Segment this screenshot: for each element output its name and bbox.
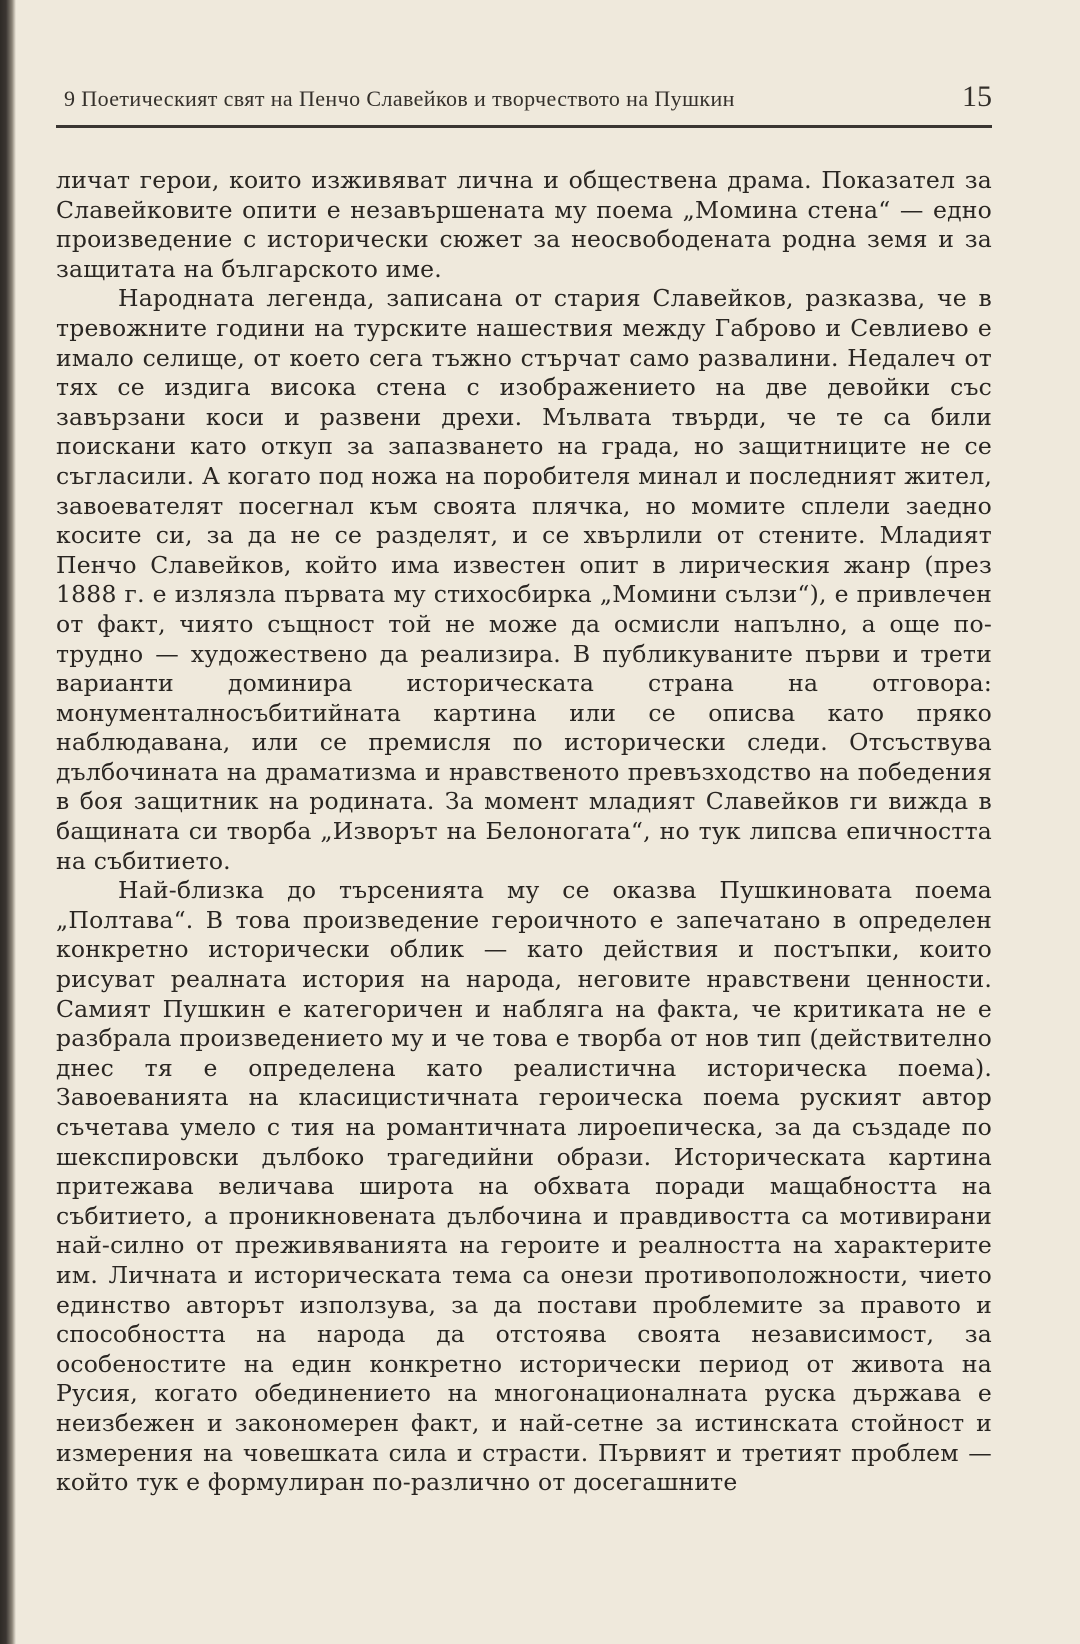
book-spine-shadow: [0, 0, 16, 1644]
book-page: [56, 78, 992, 1618]
chapter-title: 9 Поетическият свят на Пенчо Славейков и творчеството на Пушкин: [64, 86, 735, 111]
paragraph-legend: Народната легенда, записана от стария Славейков, разказва, че в тревожните години на турските нашествия между Габрово и Севлиево е имало селище, от което сега тъжно стърчат само развалини. Недалеч от тях се издига висока стена с изображението на две девойки със завързани коси и развени дрехи. Мълвата твърди, че те са били поискани като откуп за запазването на града, но защитниците не се съгласили. А когато под ножа на поробителя минал и последният жител, завоевателят посегнал към своята плячка, но момите сплели заедно косите си, за да не се разделят, и се хвърлили от стените. Младият Пенчо Славейков, който има известен опит в лирическия жанр (през 1888 г. е излязла първата му стихосбирка „Момини сълзи“), е привлечен от факт, чиято същност той не може да осмисли напълно, а още по-трудно — художествено да реализира. В публикуваните първи и трети варианти доминира историческата страна на отговора: монументалносъбитийната картина или се описва като пряко наблюдавана, или се премисля по исторически следи. Отсъствува дълбочината на драматизма и нравственото превъзходство на победения в боя защитник на родината. За момент младият Славейков ги вижда в бащината си творба „Изворът на Белоногата“, но тук липсва епичността на събитието.: [56, 284, 992, 875]
paragraph-continuation: личат герои, които изживяват лична и обществена драма. Показател за Славейковите опити е незавършената му поема „Момина стена“ — едно произведение с исторически сюжет за неосвободената родна земя и за защитата на българското име.: [56, 166, 992, 283]
body-text: [56, 166, 992, 1498]
header-rule: [56, 125, 992, 128]
running-head: [56, 78, 992, 126]
page-number: 15: [962, 80, 992, 113]
paragraph-poltava: Най-близка до търсенията му се оказва Пушкиновата поема „Полтава“. В това произведение героичното е запечатано в определен конкретно исторически облик — като действия и постъпки, които рисуват реалната история на народа, неговите нравствени ценности. Самият Пушкин е категоричен и набляга на факта, че критиката не е разбрала произведението му и че това е творба от нов тип (действително днес тя е определена като реалистична историческа поема). Завоеванията на класицистичната героическа поема руският автор съчетава умело с тия на романтичната лироепическа, за да създаде по шекспировски дълбоко трагедийни образи. Историческата картина притежава величава широта на обхвата поради мащабността на събитието, а проникновената дълбочина и правдивостта са мотивирани най-силно от преживяванията на героите и реалността на характерите им. Личната и историческата тема са онези противоположности, чието единство авторът използува, за да постави проблемите за правото и способността на народа да отстоява своята независимост, за особеностите на един конкретно исторически период от живота на Русия, когато обединението на многонационалната руска държава е неизбежен и закономерен факт, и най-сетне за истинската стойност и измерения на човешката сила и страсти. Първият и третият проблем — който тук е формулиран по-различно от досегашните: [56, 876, 992, 1497]
